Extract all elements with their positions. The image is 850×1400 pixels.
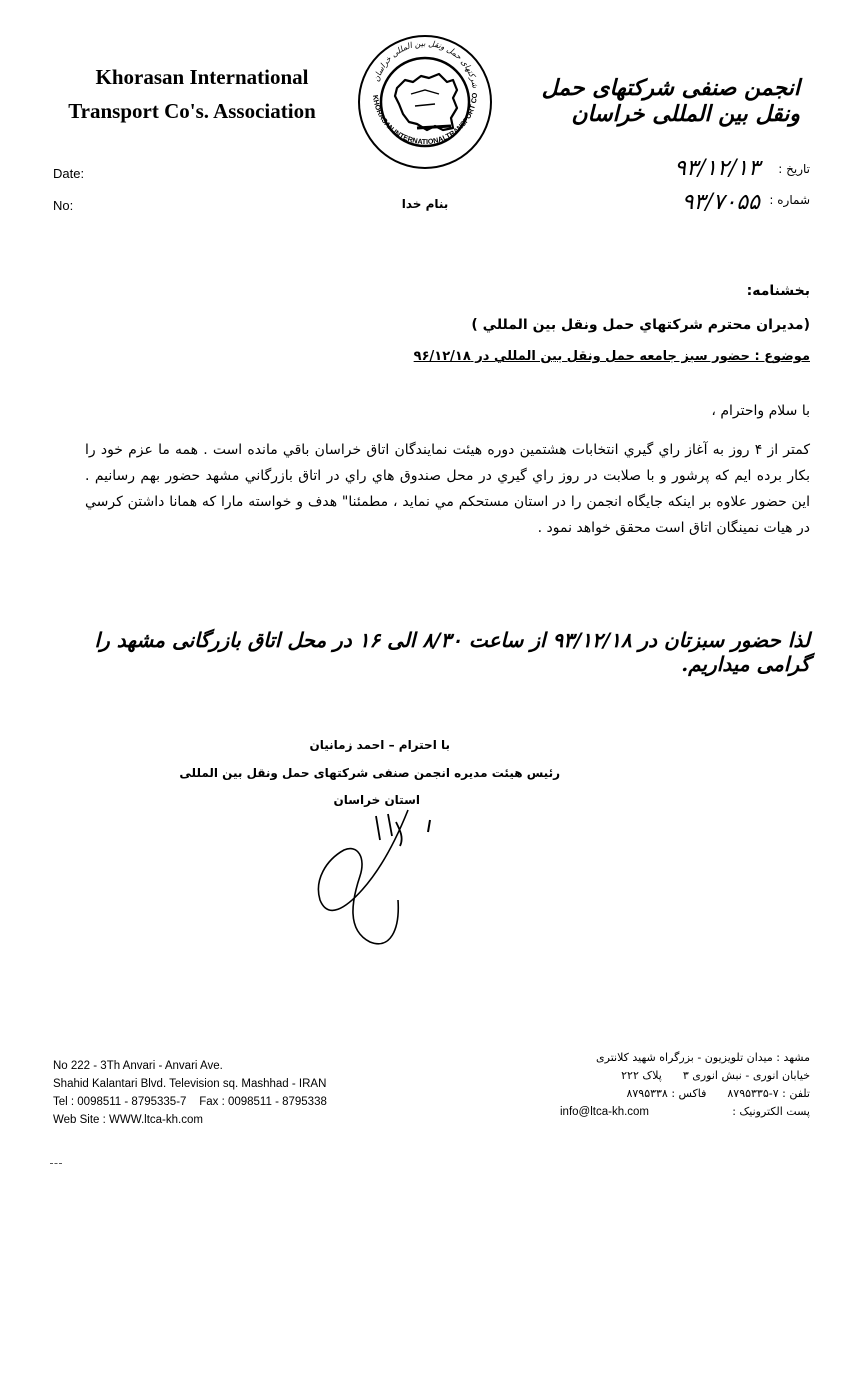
footer-fa-line2: خیابان انوری - نبش انوری ۳ پلاک ۲۲۲ [621,1069,810,1082]
association-logo [355,32,495,172]
footer-fa-line3: تلفن : ۷-۸۷۹۵۳۳۵ فاکس : ۸۷۹۵۳۳۸ [626,1087,810,1100]
org-name-en-line2: Transport Co's. Association [68,99,316,123]
org-name-en-line1: Khorasan International [95,65,309,89]
footer-en-line2: Shahid Kalantari Blvd. Television sq. Mashhad - IRAN [53,1078,327,1090]
email-label: پست الکترونیک : [732,1105,810,1118]
subject-line: موضوع : حضور سبز جامعه حمل ونقل بين المللي در ۹۶/۱۲/۱۸ [413,349,810,364]
footer-en-line3: Tel : 0098511 - 8795335-7 Fax : 0098511 - 8795338 [53,1096,327,1108]
footer-en-line1: No 222 - 3Th Anvari - Anvari Ave. [53,1060,223,1072]
association-seal-icon [355,32,495,172]
handwritten-signature-icon [300,780,450,960]
no-label-en: No: [53,198,74,213]
circular-heading: بخشنامه: [746,283,810,299]
recipient-line: (مديران محترم شركتهاي حمل ونقل بين المللي ) [471,317,810,333]
seal-ring-text-en: KHORASAN INTERNATIONALTRANSPORT CO [371,92,480,147]
basmala: بنام خدا [401,197,449,211]
signature-title: رئیس هیئت مدیره انجمن صنفی شرکتهای حمل ونقل بین المللی [179,766,560,780]
email-link[interactable]: info@ltca-kh.com [560,1106,650,1118]
greeting: با سلام واحترام ، [711,403,810,419]
scan-mark [50,1163,62,1164]
seal-ring-text-fa: شرکتهای حمل ونقل بین المللی خراسان [371,38,480,89]
footer-fa-line1: مشهد : میدان تلویزیون - بزرگراه شهید کلانتری [596,1051,810,1064]
handwritten-invitation: لذا حضور سبزتان در ۹۳/۱۲/۱۸ از ساعت ۸/۳۰ الی ۱۶ در محل اتاق بازرگانی مشهد را گرامی میداریم. [94,628,810,676]
footer-en-line4: Web Site : WWW.ltca-kh.com [53,1114,203,1126]
number-value: ۹۳/۷۰۵۵ [681,190,760,215]
footer-address-en [53,1057,383,1129]
date-label-fa: تاریخ : [778,162,810,176]
footer-fa-line4 [560,1103,810,1121]
date-value: ۹۳/۱۲/۱۳ [674,156,760,181]
date-label-en: Date: [53,166,85,181]
org-name-fa: انجمن صنفی شرکتهای حمل ونقل بین المللی خراسان [541,75,800,127]
org-name-en [52,60,352,128]
footer-address-fa [560,1049,810,1121]
body-paragraph: کمتر از ۴ روز به آغاز راي گيري انتخابات هشتمين دوره هيئت نمايندگان اتاق خراسان باقي مانده است . همه ما عزم خود را بکار برده ايم که پرشور و با صلابت در روز راي گيري در محل صندوق هاي راي در اتاق بازرگاني مشهد حضور بهم رسانيم . اين حضور علاوه بر اينکه جايگاه انجمن را در استان مستحکم مي نمايد ، مطمئنا" هدف و خواسته مارا که همانا داشتن کرسي در هيات نمينگان اتاق است محقق خواهد نمود . [85,442,810,536]
signature-closing: با احترام – احمد زمانیان [309,738,450,752]
number-label-fa: شماره : [769,193,810,207]
signature-province: استان خراسان [333,793,420,807]
